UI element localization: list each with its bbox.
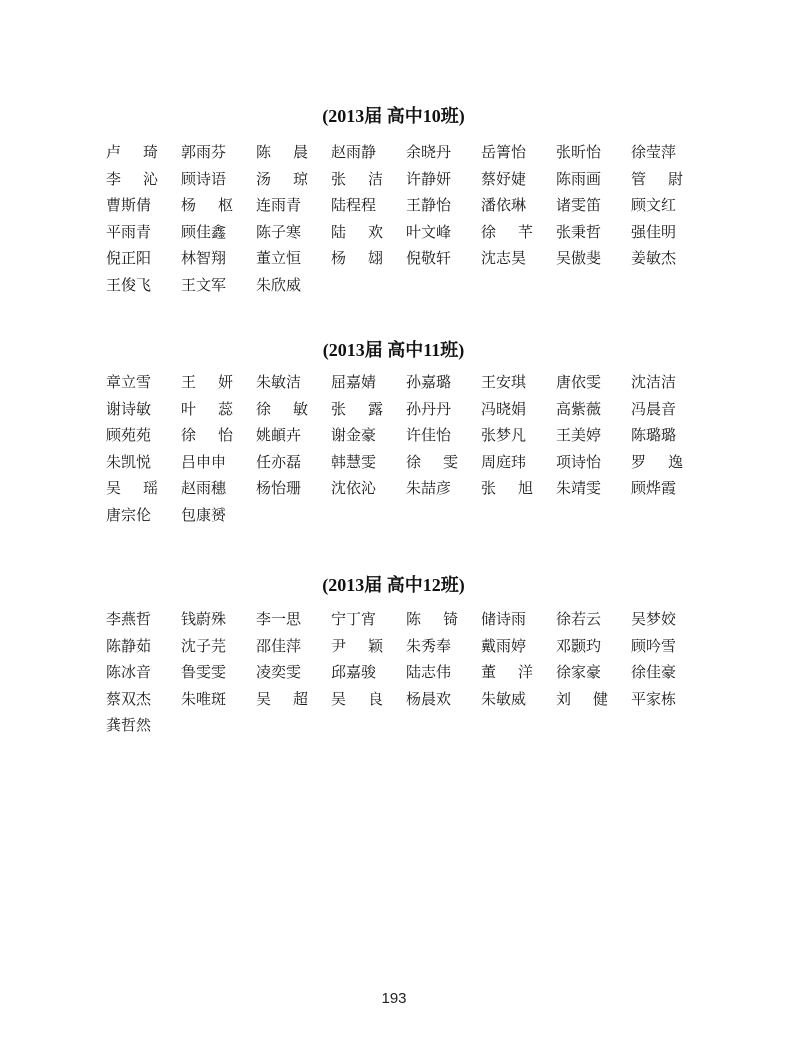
student-name: 凌奕雯 <box>256 663 302 681</box>
student-name: 徐 怡 <box>181 426 234 444</box>
student-name: 王静怡 <box>406 196 452 214</box>
student-name: 顾文红 <box>631 196 677 214</box>
student-name: 章立雪 <box>106 373 152 391</box>
student-name: 孙嘉璐 <box>406 373 452 391</box>
student-name: 陈 锜 <box>406 610 459 628</box>
student-name: 冯晓娟 <box>481 399 527 418</box>
student-name: 徐 敏 <box>256 399 309 418</box>
student-name: 冯晨音 <box>631 399 677 418</box>
student-name: 朱敏洁 <box>256 373 302 391</box>
student-name: 赵雨静 <box>331 143 377 161</box>
student-name: 倪正阳 <box>106 249 152 267</box>
student-name: 赵雨穗 <box>181 479 227 497</box>
student-name: 徐佳豪 <box>631 663 677 681</box>
student-name: 吴 良 <box>331 689 384 708</box>
student-name: 周庭玮 <box>481 452 527 471</box>
student-name: 平雨青 <box>106 222 152 241</box>
student-name: 谢诗敏 <box>106 399 152 418</box>
student-name: 陈子寒 <box>256 222 302 241</box>
student-name: 陈冰音 <box>106 663 152 681</box>
student-name: 徐 芊 <box>481 222 534 241</box>
student-name: 唐宗伦 <box>106 505 152 524</box>
student-name: 许静妍 <box>406 169 452 188</box>
student-name: 平家栋 <box>631 689 677 708</box>
student-name: 陈 晨 <box>256 143 309 161</box>
student-name: 高紫薇 <box>556 399 602 418</box>
student-name: 刘 健 <box>556 689 609 708</box>
student-name: 陈璐璐 <box>631 426 677 444</box>
student-name: 倪敬轩 <box>406 249 452 267</box>
student-name: 陆志伟 <box>406 663 452 681</box>
student-name: 包康赟 <box>181 505 227 524</box>
student-name: 蔡妤婕 <box>481 169 527 188</box>
student-name: 孙丹丹 <box>406 399 452 418</box>
student-name: 谢金豪 <box>331 426 377 444</box>
student-name: 钱蔚殊 <box>181 610 227 628</box>
student-name: 沈子芫 <box>181 636 227 655</box>
student-name: 杨 翃 <box>331 249 384 267</box>
student-name: 戴雨婷 <box>481 636 527 655</box>
section-title: (2013届 高中10班) <box>322 106 465 126</box>
student-name: 诸雯笛 <box>556 196 602 214</box>
name-list <box>106 369 706 528</box>
student-name: 卢 琦 <box>106 143 159 161</box>
student-name: 吴梦姣 <box>631 610 677 628</box>
student-name: 张秉哲 <box>556 222 602 241</box>
student-name: 王文军 <box>181 275 227 294</box>
student-name: 朱靖雯 <box>556 479 602 497</box>
student-name: 屈嘉婧 <box>331 373 377 391</box>
student-name: 徐莹萍 <box>631 143 677 161</box>
student-name: 陈静茹 <box>106 636 152 655</box>
student-name: 董立恒 <box>256 249 302 267</box>
student-name: 王俊飞 <box>106 275 152 294</box>
student-name: 罗 逸 <box>631 452 684 471</box>
student-name: 张 露 <box>331 399 384 418</box>
student-name: 吴 超 <box>256 689 309 708</box>
student-name: 杨 枢 <box>181 196 234 214</box>
student-name: 沈志昊 <box>481 249 527 267</box>
page-number: 193 <box>381 990 407 1007</box>
student-name: 邵佳萍 <box>256 636 302 655</box>
student-name: 徐若云 <box>556 610 602 628</box>
student-name: 鲁雯雯 <box>181 663 227 681</box>
student-name: 张 旭 <box>481 479 534 497</box>
student-name: 杨晨欢 <box>406 689 452 708</box>
student-name: 陆程程 <box>331 196 377 214</box>
student-name: 蔡双杰 <box>106 689 152 708</box>
student-name: 叶 蕊 <box>181 399 234 418</box>
student-name: 朱唯斑 <box>181 689 227 708</box>
student-name: 宁丁宵 <box>331 610 377 628</box>
student-name: 陈雨画 <box>556 169 602 188</box>
student-name: 朱凯悦 <box>106 452 152 471</box>
student-name: 邱嘉骏 <box>331 663 377 681</box>
student-name: 吕申申 <box>181 452 227 471</box>
student-name: 杨怡珊 <box>256 479 302 497</box>
student-name: 顾诗语 <box>181 169 227 188</box>
student-name: 李燕哲 <box>106 610 152 628</box>
student-name: 朱欣威 <box>256 275 302 294</box>
student-name: 顾吟雪 <box>631 636 677 655</box>
student-name: 王美婷 <box>556 426 602 444</box>
student-name: 韩慧雯 <box>331 452 377 471</box>
student-name: 李一思 <box>256 610 302 628</box>
student-name: 许佳怡 <box>406 426 452 444</box>
student-name: 姜敏杰 <box>631 249 677 267</box>
student-name: 张 洁 <box>331 169 384 188</box>
student-name: 项诗怡 <box>556 452 602 471</box>
student-name: 董 洋 <box>481 663 534 681</box>
student-name: 汤 琼 <box>256 169 309 188</box>
student-name: 沈洁洁 <box>631 373 677 391</box>
student-name: 连雨青 <box>256 196 302 214</box>
student-name: 郭雨芬 <box>181 143 227 161</box>
student-name: 吴 瑶 <box>106 479 159 497</box>
student-name: 尹 颖 <box>331 636 384 655</box>
student-name: 吴傲斐 <box>556 249 602 267</box>
student-name: 张梦凡 <box>481 426 527 444</box>
student-name: 徐 雯 <box>406 452 459 471</box>
student-name: 潘依琳 <box>481 196 527 214</box>
name-list <box>106 139 706 298</box>
student-name: 沈依沁 <box>331 479 377 497</box>
student-name: 张昕怡 <box>556 143 602 161</box>
student-name: 朱敏威 <box>481 689 527 708</box>
student-name: 唐依雯 <box>556 373 602 391</box>
student-name: 岳箐怡 <box>481 143 527 161</box>
student-name: 陆 欢 <box>331 222 384 241</box>
student-name: 邓颢玓 <box>556 636 602 655</box>
student-name: 王安琪 <box>481 373 527 391</box>
section-title: (2013届 高中12班) <box>322 575 465 595</box>
student-name: 顾烨霞 <box>631 479 677 497</box>
student-name: 徐家豪 <box>556 663 602 681</box>
section-title: (2013届 高中11班) <box>322 340 465 360</box>
student-name: 顾苑苑 <box>106 426 152 444</box>
student-name: 曹斯倩 <box>106 196 152 214</box>
student-name: 管 尉 <box>631 169 684 188</box>
student-name: 余晓丹 <box>406 143 452 161</box>
student-name: 朱秀奉 <box>406 636 452 655</box>
student-name: 叶文峰 <box>406 222 452 241</box>
student-name: 任亦磊 <box>256 452 302 471</box>
student-name: 王 妍 <box>181 373 234 391</box>
student-name: 顾佳鑫 <box>181 222 227 241</box>
student-name: 强佳明 <box>631 222 677 241</box>
name-list <box>106 606 706 739</box>
student-name: 姚頔卉 <box>256 426 302 444</box>
student-name: 林智翔 <box>181 249 227 267</box>
student-name: 龚哲然 <box>106 716 152 734</box>
student-name: 储诗雨 <box>481 610 527 628</box>
student-name: 李 沁 <box>106 169 159 188</box>
student-name: 朱喆彦 <box>406 479 452 497</box>
